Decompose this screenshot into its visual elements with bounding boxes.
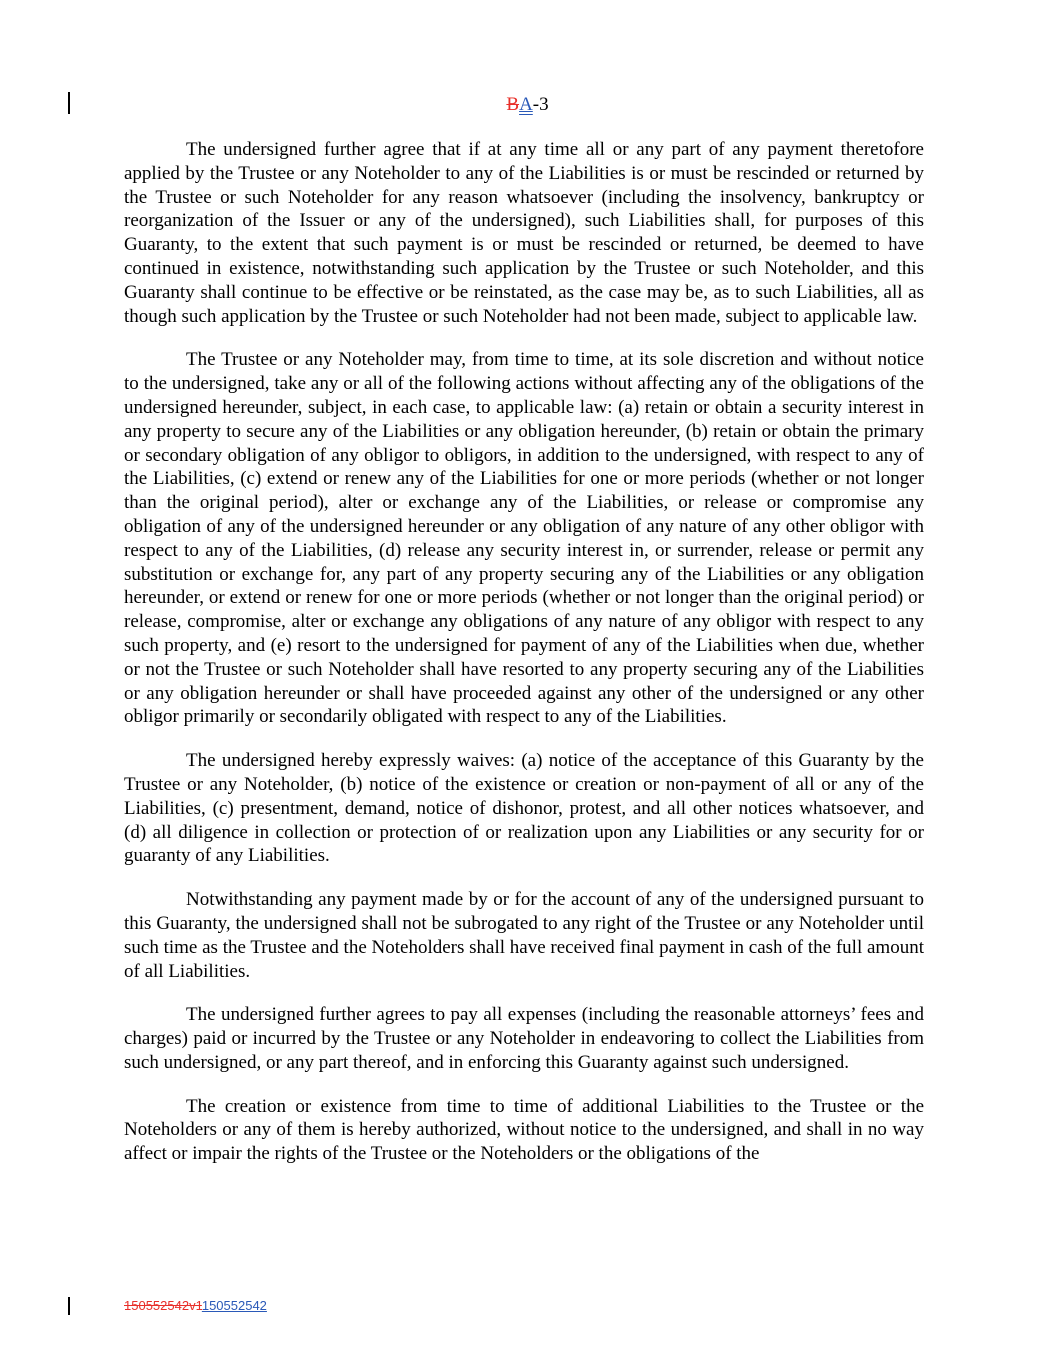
- paragraph-subrogation: Notwithstanding any payment made by or for the account of any of the undersigned pursuant to this Guaranty, the undersigned shall not be subrogated to any right of the Trustee or any Noteholder until such time as the Trustee and the Noteholders shall have received final payment in cash of the full amount of all Liabilities.: [124, 889, 924, 982]
- paragraph-additional-liabilities: The creation or existence from time to time of additional Liabilities to the Trustee or the Noteholders or any of them is hereby authorized, without notice to the undersigned, and shall in no way affect or impair the rights of the Trustee or the Noteholders or the obligations of the: [124, 1095, 924, 1165]
- document-id-inserted: 150552542: [201, 1298, 267, 1313]
- change-bar-footer: [68, 1297, 70, 1315]
- paragraph-waivers: The undersigned hereby expressly waives: (a) notice of the acceptance of this Guaranty by the Trustee or any Noteholder, (b) notice of the existence or creation or non-payment of all or any of the Liabilities, (c) presentment, demand, notice of dishonor, protest, and all other notices whatsoever, and (d) all diligence in collection or protection of or realization upon any Liabilities or any security for or guaranty of any Liabilities.: [124, 750, 924, 867]
- document-id-deleted: 150552542v1: [124, 1298, 202, 1313]
- paragraph-reinstatement: The undersigned further agree that if at any time all or any part of any payment theretofore applied by the Trustee or any Noteholder to any of the Liabilities is or must be rescinded or returned by the Trustee or such Noteholder for any reason whatsoever (including the insolvency, bankruptcy or reorganization of the Issuer or any of the undersigned), such Liabilities shall, for purposes of this Guaranty, to the extent that such payment is or must be rescinded or returned, be deemed to have continued in existence, notwithstanding such application by the Trustee or such Noteholder, and this Guaranty shall continue to be effective or be reinstated, as the case may be, as to such Liabilities, all as though such application by the Trustee or such Noteholder had not been made, subject to applicable law.: [124, 139, 924, 327]
- paragraph-expenses: The undersigned further agrees to pay all expenses (including the reasonable attorneys’ fees and charges) paid or incurred by the Trustee or any Noteholder in endeavoring to collect the Liabilities from such undersigned, or any part thereof, and in enforcing this Guaranty against such undersigned.: [124, 1004, 924, 1073]
- document-body: [124, 138, 924, 1186]
- page-number: [0, 93, 1055, 117]
- page-number-suffix: -3: [532, 94, 549, 115]
- paragraph-trustee-actions: The Trustee or any Noteholder may, from time to time, at its sole discretion and without notice to the undersigned, take any or all of the following actions without affecting any of the obligations of the undersigned hereunder, subject, in each case, to applicable law: (a) retain or obtain a security interest in any property to secure any of the Liabilities or any obligation hereunder, (b) retain or obtain the primary or secondary obligation of any obligor to obligors, in addition to the undersigned, with respect to any of the Liabilities, (c) extend or renew any of the Liabilities for one or more periods (whether or not longer than the original period), alter or exchange any of the Liabilities, or release or compromise any obligation of any of the undersigned hereunder or any obligation of any nature of any other obligor with respect to any of the Liabilities, (d) release any security interest in, or surrender, release or permit any substitution or exchange for, any part of any property securing any of the Liabilities or any obligation hereunder, or extend or renew for one or more periods (whether or not longer than the original period) or release, compromise, alter or exchange any obligations of any nature of any obligor with respect to any such property, and (e) resort to the undersigned for payment of any of the Liabilities when due, whether or not the Trustee or such Noteholder shall have resorted to any property securing any of the Liabilities or any obligation hereunder or shall have proceeded against any other of the undersigned or any other obligor primarily or secondarily obligated with respect to any of the Liabilities.: [124, 349, 924, 728]
- page-number-deleted: B: [506, 94, 520, 115]
- document-id: [124, 1297, 267, 1315]
- page-number-inserted: A: [519, 94, 533, 115]
